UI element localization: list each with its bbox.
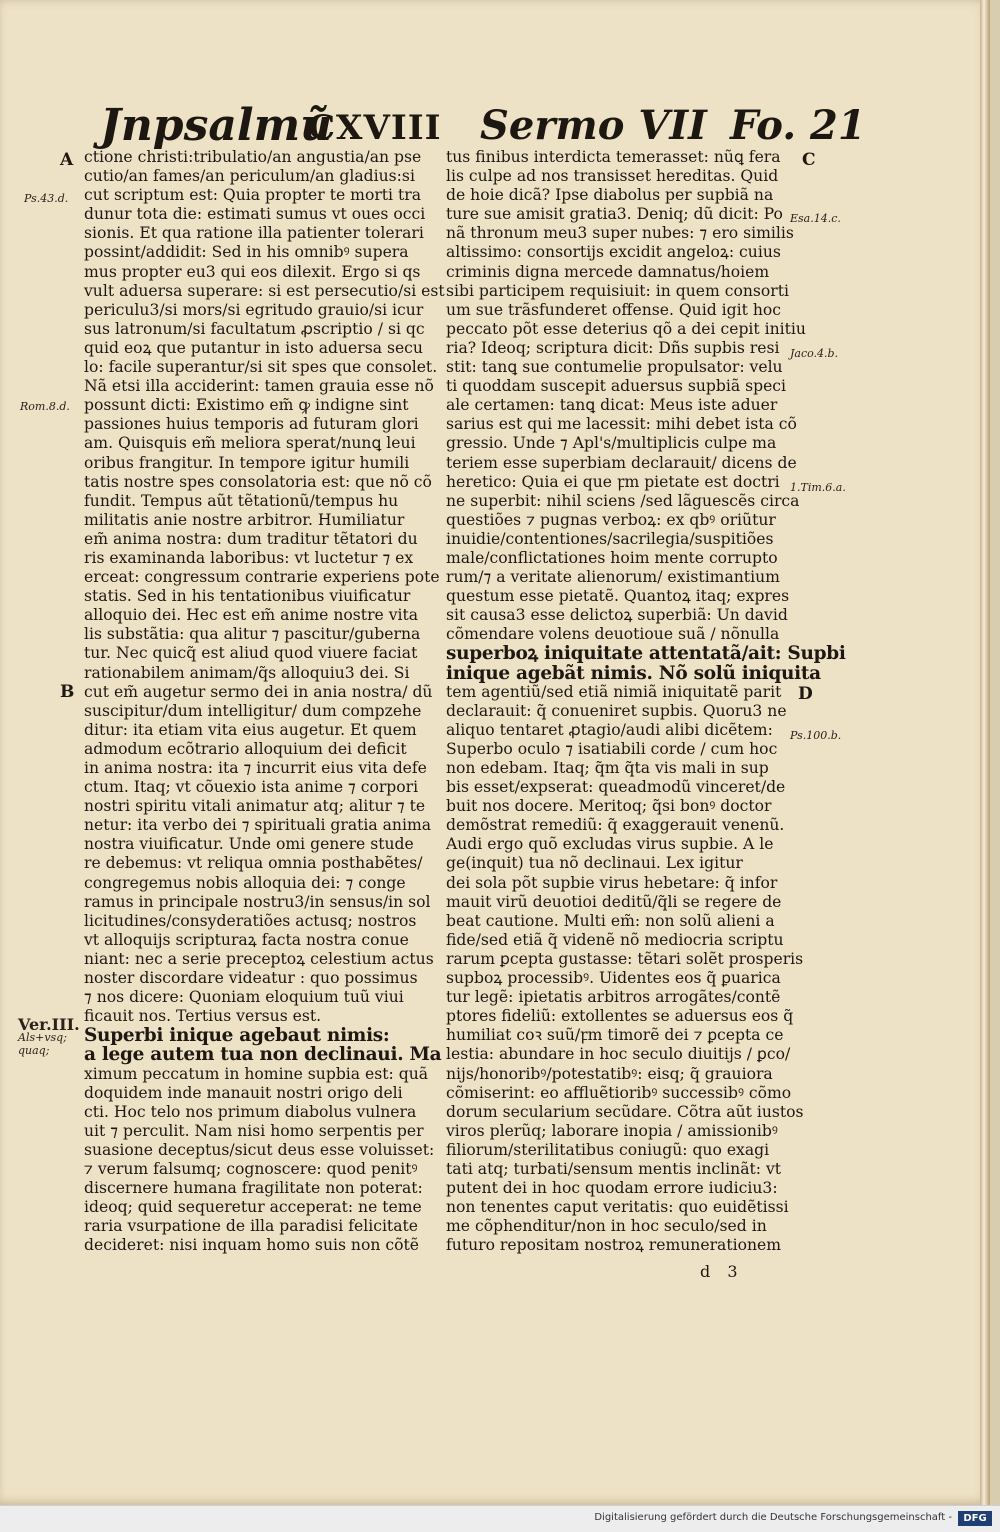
text-line: suasione deceptus/sicut deus esse voluisset: (84, 1140, 435, 1159)
text-line: tatis nostre spes consolatoria est: que nõ cõ (84, 472, 432, 491)
text-line: de hoie dicã? Ipse diabolus per supbiã na (446, 186, 774, 205)
text-line: sarius est qui me lacessit: mihi debet ista cõ (446, 415, 797, 434)
text-line: lo: facile superantur/si sit spes que consolet. (84, 358, 438, 377)
text-line: quid eoꝝ que putantur in isto aduersa secu (84, 338, 423, 357)
text-line: in anima nostra: ita ⁊ incurrit eius vita defe (84, 759, 427, 777)
text-line: nostra viuificatur. Unde omi genere stude (84, 835, 414, 854)
text-line: ramus in principale nostru3/in sensus/in sol (84, 892, 431, 911)
text-line: vult aduersa superare: si est persecutio/si est (84, 281, 445, 300)
text-line: tus finibus interdicta temerasset: nũꝗ fera (446, 148, 781, 166)
text-line: rarum ꝑcepta gustasse: tẽtari solẽt prosperis (446, 949, 804, 968)
text-line: ctione christi:tribulatio/an angustia/an pse (84, 148, 422, 166)
text-line: oribus frangitur. In tempore igitur humili (84, 453, 410, 472)
text-line: periculu3/si mors/si egritudo grauio/si icur (84, 300, 424, 319)
text-line: mauit virũ deuotioi deditũ/q̃li se regere de (446, 892, 782, 911)
text-line: Nã etsi illa acciderint: tamen grauia esse nõ (84, 377, 434, 396)
text-line: um sue trãsfunderet offense. Quid igit hoc (446, 300, 781, 319)
text-line: putent dei in hoc quodam errore iudiciu3: (446, 1179, 778, 1198)
section-letter-d: D (798, 684, 813, 704)
text-line: passiones huius temporis ad futuram glori (84, 415, 419, 434)
text-line: ⁊ nos dicere: Quoniam eloquium tuũ viui (84, 988, 404, 1007)
text-line: am. Quisquis em̃ meliora sperat/nunꝗ leui (84, 434, 416, 453)
text-line: nijs/honoribꝰ/potestatibꝰ: eisq; q̃ grauiora (446, 1064, 773, 1083)
text-line: cõmendare volens deuotioue suã / nõnulla (446, 625, 780, 644)
text-line: beat cautione. Multi em̃: non solũ alieni a (446, 911, 775, 930)
text-line: dei sola põt supbie virus hebetare: q̃ infor (446, 873, 778, 892)
text-line: buit nos docere. Meritoq; q̃si bonꝰ doctor (446, 797, 772, 816)
text-line: raria vsurpatione de illa paradisi felicitate (84, 1217, 418, 1236)
text-line: aliquo tentaret ꝓtagio/audi alibi dicẽtem: (446, 720, 773, 739)
text-line: tur legẽ: ipietatis arbitros arrogãtes/contẽ (446, 988, 781, 1007)
text-line: stit: tanꝗ sue contumelie propulsator: velu (446, 358, 783, 377)
text-line: mus propter eu3 qui eos dilexit. Ergo si qs (84, 262, 421, 281)
text-line: doquidem inde manauit nostri origo deli (84, 1083, 403, 1102)
running-head-psalm-number: CXVIII (308, 108, 442, 148)
text-line: a lege autem tua non declinaui. Ma (84, 1044, 442, 1066)
running-head-folio: Fo. 21 (730, 102, 866, 149)
verse-marker-note-2: quaq; (18, 1044, 50, 1057)
margin-note-jac4: Jaco.4.b. (790, 347, 839, 360)
text-line: possunt dicti: Existimo em̃ ꝙ indigne sint (84, 396, 409, 415)
text-line: futuro repositam nostroꝝ remunerationem (446, 1236, 782, 1255)
page-fore-edge (980, 0, 990, 1505)
running-head-sermon: Sermo VII (480, 102, 707, 149)
signature-mark: d 3 (700, 1262, 744, 1281)
text-line: nostri spiritu vitali animatur atq; alitur ⁊ te (84, 797, 426, 816)
text-line: fide/sed etiã q̃ videnẽ nõ mediocria scriptu (446, 930, 784, 949)
text-line: viros plerũq; laborare inopia / amissionibꝰ (446, 1121, 778, 1140)
footer-bar (0, 1505, 1000, 1532)
text-line: ximum peccatum in homine supbia est: quã (84, 1064, 429, 1083)
text-line: superboꝝ iniquitate attentatã/ait: Supbi (446, 643, 846, 665)
text-line: ale certamen: tanꝗ dicat: Meus iste aduer (446, 396, 778, 415)
text-line: uit ⁊ perculit. Nam nisi homo serpentis per (84, 1121, 424, 1140)
text-line: questum esse pietatẽ. Quantoꝝ itaq; expres (446, 587, 790, 606)
text-line: ti quoddam suscepit aduersus supbiã speci (446, 377, 787, 396)
section-letter-b: B (60, 682, 75, 702)
text-line: suscipitur/dum intelligitur/ dum compzehe (84, 701, 422, 720)
text-line: ne superbit: nihil sciens /sed lãguescẽs circa (446, 491, 800, 510)
text-line: dunur tota die: estimati sumus vt oues occi (84, 205, 426, 224)
margin-note-rom8: Rom.8.d. (20, 400, 70, 413)
text-line: tur. Nec quicq̃ est aliud quod viuere faciat (84, 644, 418, 663)
text-line: heretico: Quia ei que ꝼm pietate est doctri (446, 472, 780, 491)
text-line: re debemus: vt reliqua omnia posthabẽtes/ (84, 854, 423, 873)
text-line: cut scriptum est: Quia propter te morti tra (84, 186, 422, 205)
text-line: tem agentiũ/sed etiã nimiã iniquitatẽ parit (446, 682, 782, 701)
text-line: Superbo oculo ⁊ isatiabili corde / cum hoc (446, 739, 778, 758)
text-line: altissimo: consortijs excidit angeloꝝ: cuius (446, 243, 781, 262)
text-line: netur: ita verbo dei ⁊ spirituali gratia anima (84, 816, 432, 835)
text-line: criminis digna mercede damnatus/hoiem (446, 262, 770, 281)
text-line: possint/addidit: Sed in his omnibꝰ supera (84, 243, 409, 262)
verse-marker (18, 1015, 80, 1057)
verse-marker-note-1: Als+vsq; (18, 1031, 67, 1044)
text-line: sit causa3 esse delictoꝝ superbiã: Un david (446, 606, 788, 625)
text-line: lis culpe ad nos transisset hereditas. Quid (446, 167, 779, 186)
text-line: noster discordare videatur : quo possimus (84, 969, 418, 988)
text-line: militatis anie nostre arbitror. Humiliatur (84, 510, 405, 529)
text-line: ptores fideliũ: extollentes se aduersus eos q̃ (446, 1007, 794, 1026)
text-line: cti. Hoc telo nos primum diabolus vulnera (84, 1102, 417, 1121)
section-letter-a: A (60, 150, 74, 170)
text-line: sus latronum/si facultatum ꝓscriptio / si qc (84, 319, 425, 338)
text-line: cutio/an fames/an periculum/an gladius:si (84, 167, 415, 186)
text-line: lis substãtia: qua alitur ⁊ pascitur/guberna (84, 625, 421, 644)
text-line: inique agebãt nimis. Nõ solũ iniquita (446, 662, 821, 684)
left-text-column (84, 148, 445, 1255)
margin-note-ps100: Ps.100.b. (790, 729, 842, 742)
text-line: ria? Ideoq; scriptura dicit: Dñs supbis resi (446, 338, 780, 357)
running-head-title: Jnpsalmũ (100, 100, 333, 151)
margin-note-ps43: Ps.43.d. (24, 192, 69, 205)
text-line: Superbi inique agebaut nimis: (84, 1025, 390, 1047)
section-letter-c: C (802, 150, 816, 170)
text-line: licitudines/consyderatiões actusq; nostros (84, 911, 417, 930)
text-line: discernere humana fragilitate non poterat: (84, 1179, 423, 1198)
verse-marker-number: Ver.III. (18, 1015, 80, 1034)
text-line: declarauit: q̃ conueniret supbis. Quoru3 ne (446, 701, 787, 720)
text-line: ditur: ita etiam vita eius augetur. Et quem (84, 720, 417, 739)
text-line: cut em̃ augetur sermo dei in ania nostra/ dũ (84, 682, 433, 701)
text-line: tati atq; turbati/sensum mentis inclinãt: vt (446, 1159, 782, 1178)
text-line: Audi ergo quõ excludas virus supbie. A le (446, 835, 774, 854)
text-line: rum/⁊ a veritate alienorum/ existimantium (446, 568, 780, 587)
text-line: niant: nec a serie preceptoꝝ celestium actus (84, 949, 434, 968)
text-line: male/conflictationes hoim mente corrupto (446, 548, 778, 567)
footer-credit: Digitalisierung gefördert durch die Deutsche Forschungsgemeinschaft - (594, 1512, 952, 1523)
text-line: nã thronum meu3 super nubes: ⁊ ero similis (446, 224, 794, 243)
text-line: ris examinanda laboribus: vt luctetur ⁊ ex (84, 548, 414, 567)
text-line: erceat: congressum contrarie experiens pote (84, 568, 440, 587)
text-line: fundit. Tempus aũt tẽtationũ/tempus hu (84, 491, 399, 510)
text-line: admodum ecõtrario alloquium dei deficit (84, 739, 407, 758)
text-line: supboꝝ processibꝰ. Uidentes eos q̃ ꝑuarica (446, 969, 781, 988)
text-line: dorum secularium secũdare. Cõtra aũt iustos (446, 1102, 804, 1121)
text-line: ctum. Itaq; vt cõuexio ista anime ⁊ corpori (84, 778, 419, 797)
text-line: lestia: abundare in hoc seculo diuitijs / ꝑco/ (446, 1045, 791, 1064)
text-line: em̃ anima nostra: dum traditur tẽtatori du (84, 529, 418, 548)
text-line: alloquio dei. Hec est em̃ anime nostre vita (84, 606, 419, 625)
text-line: questiões ⁊ pugnas verboꝝ: ex qbꝰ oriũtur (446, 510, 776, 529)
text-line: humiliat coꝛ suũ/ꝼm timorẽ dei ⁊ ꝑcepta ce (446, 1026, 784, 1045)
text-line: ideoq; quid sequeretur acceperat: ne teme (84, 1198, 422, 1217)
text-line: peccato põt esse deterius qõ a dei cepit initiu (446, 319, 806, 338)
text-line: rationabilem animam/q̃s alloquiu3 dei. Si (84, 663, 410, 682)
text-line: bis esset/expserat: queadmodũ vinceret/de (446, 778, 786, 797)
margin-note-tim6: 1.Tim.6.a. (790, 481, 846, 494)
text-line: ficauit nos. Tertius versus est. (84, 1007, 322, 1026)
text-line: non tenentes caput veritatis: quo euidẽtissi (446, 1198, 789, 1217)
text-line: ture sue amisit gratia3. Deniq; dũ dicit: Po (446, 205, 783, 224)
text-line: teriem esse superbiam declarauit/ dicens de (446, 453, 797, 472)
text-line: sibi participem requisiuit: in quem consorti (446, 281, 790, 300)
text-line: sionis. Et qua ratione illa patienter tolerari (84, 224, 424, 243)
dfg-logo: DFG (958, 1511, 992, 1526)
text-line: non edebam. Itaq; q̃m q̃ta vis mali in sup (446, 759, 769, 777)
text-line: statis. Sed in his tentationibus viuificatur (84, 587, 411, 606)
text-line: ge(inquit) tua nõ declinaui. Lex igitur (446, 854, 743, 873)
text-line: decideret: nisi inquam homo suis non cõtẽ (84, 1236, 419, 1255)
text-line: congregemus nobis alloquia dei: ⁊ conge (84, 873, 406, 892)
text-line: gressio. Unde ⁊ Apl's/multiplicis culpe ma (446, 434, 777, 453)
text-line: filiorum/sterilitatibus coniugũ: quo exagi (446, 1140, 770, 1159)
text-line: ⁊ verum falsumq; cognoscere: quod penitꝰ (84, 1159, 418, 1178)
text-line: me cõphenditur/non in hoc seculo/sed in (446, 1217, 767, 1236)
text-line: cõmiserint: eo affluẽtioribꝰ successibꝰ cõmo (446, 1083, 792, 1102)
text-line: vt alloquijs scripturaꝝ facta nostra conue (84, 930, 409, 949)
text-line: inuidie/contentiones/sacrilegia/suspitiões (446, 529, 774, 548)
margin-note-esa14: Esa.14.c. (790, 212, 841, 225)
text-line: demõstrat remediũ: q̃ exaggerauit venenũ. (446, 816, 785, 835)
